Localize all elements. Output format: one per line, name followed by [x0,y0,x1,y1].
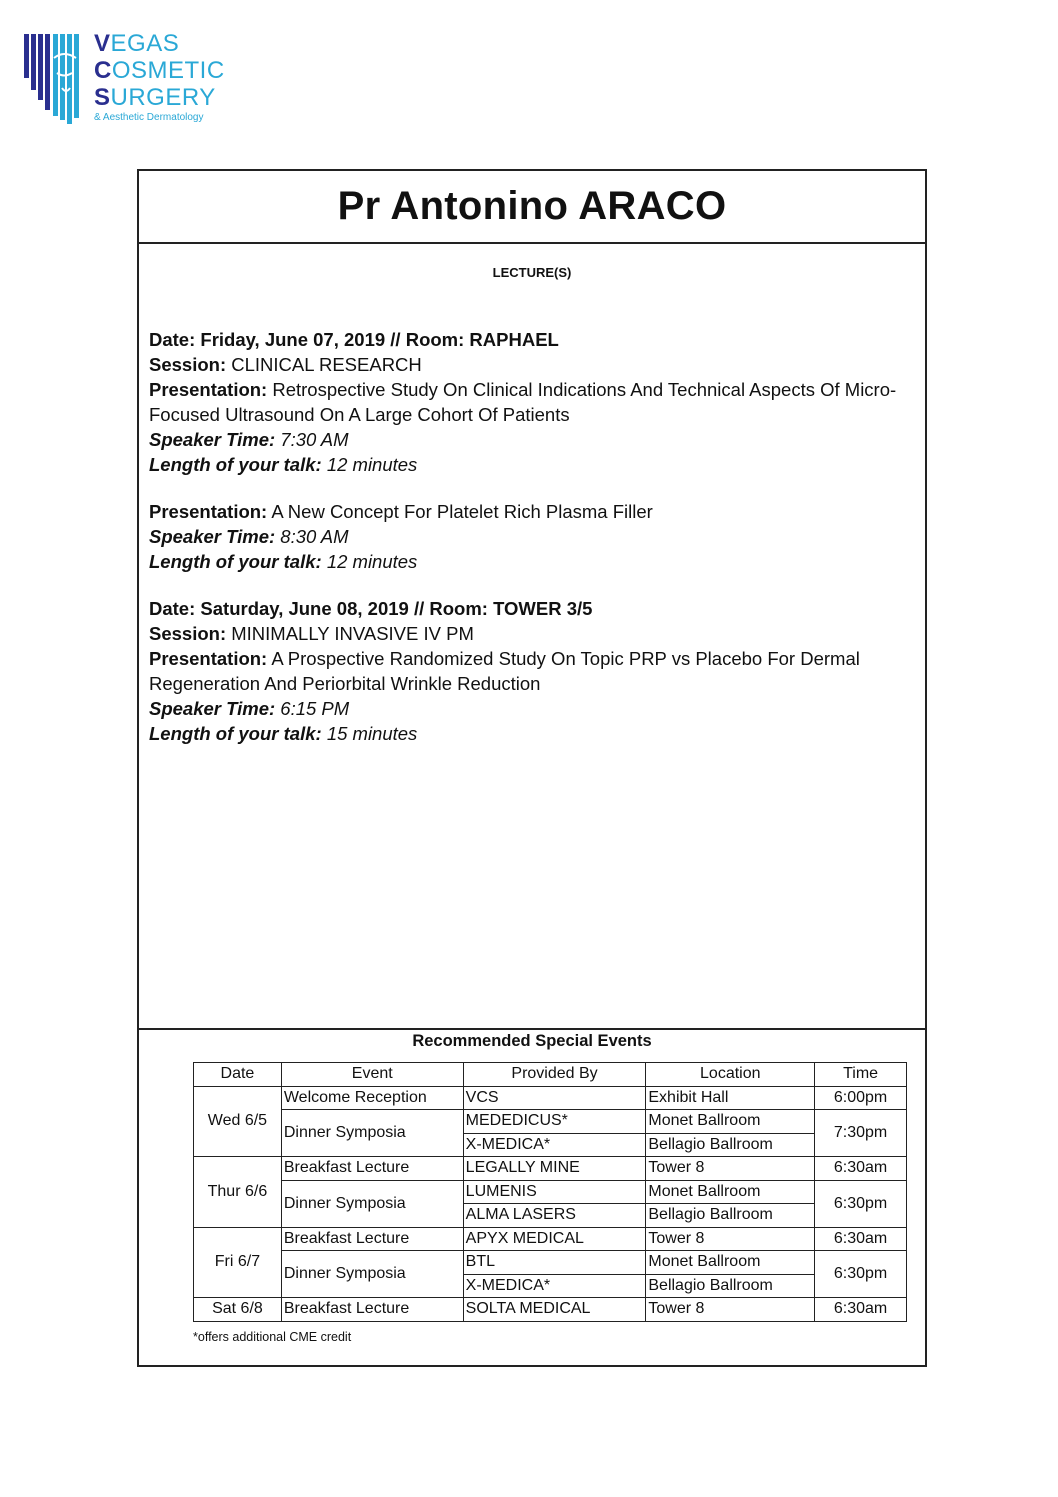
time-cell: 6:30pm [815,1180,907,1227]
presentation-title: Retrospective Study On Clinical Indications And Technical Aspects Of Micro-Focused Ultrasound On A Large Cohort Of Patients [149,379,897,425]
logo-initial-c: C [94,57,112,84]
event-cell: Welcome Reception [281,1086,463,1110]
clinic-logo [24,28,234,132]
speaker-time-label: Speaker Time: [149,526,276,547]
talk-length-label: Length of your talk: [149,454,322,475]
location-cell: Exhibit Hall [646,1086,815,1110]
talk-length-value: 15 minutes [326,723,418,744]
time-cell: 6:30am [815,1298,907,1322]
speaker-time-value: 7:30 AM [280,429,349,450]
session-line [149,621,919,646]
header-time: Time [815,1063,907,1087]
presentation-block [149,646,919,746]
location-cell: Bellagio Ballroom [646,1133,815,1157]
header-event: Event [281,1063,463,1087]
session-value: MINIMALLY INVASIVE IV PM [231,623,474,644]
presentation-block [149,499,919,574]
event-cell: Dinner Symposia [281,1251,463,1298]
provider-cell: VCS [463,1086,646,1110]
provider-cell: LEGALLY MINE [463,1157,646,1181]
table-row [194,1086,907,1110]
special-events-section [139,1028,925,1344]
date-cell: Wed 6/5 [194,1086,282,1157]
talk-length-label: Length of your talk: [149,551,322,572]
provider-cell: X-MEDICA* [463,1274,646,1298]
logo-initial-s: S [94,84,111,111]
table-row [194,1251,907,1275]
table-header-row [194,1063,907,1087]
location-cell: Monet Ballroom [646,1110,815,1134]
time-cell: 6:30pm [815,1251,907,1298]
presentation-block [149,377,919,477]
location-cell: Bellagio Ballroom [646,1274,815,1298]
talk-length-label: Length of your talk: [149,723,322,744]
face-mark-icon [24,28,94,128]
cme-footnote: *offers additional CME credit [193,1330,352,1344]
presentation-line [149,646,919,696]
speaker-time-label: Speaker Time: [149,429,276,450]
event-cell: Dinner Symposia [281,1180,463,1227]
provider-cell: MEDEDICUS* [463,1110,646,1134]
provider-cell: APYX MEDICAL [463,1227,646,1251]
speaker-sheet [137,169,927,1367]
session-label: Session: [149,354,227,375]
presentation-title: A Prospective Randomized Study On Topic PRP vs Placebo For Dermal Regeneration And Periorbital Wrinkle Reduction [149,648,860,694]
speaker-name: Pr Antonino ARACO [337,184,727,228]
speaker-time-line [149,696,919,721]
table-row [194,1298,907,1322]
date-line: Date: Friday, June 07, 2019 // Room: RAPHAEL [149,329,559,350]
session-value: CLINICAL RESEARCH [231,354,422,375]
presentation-label: Presentation: [149,501,268,522]
speaker-time-line [149,524,919,549]
lectures-list [149,327,919,768]
speaker-name-box [139,171,925,244]
speaker-time-value: 6:15 PM [280,698,350,719]
table-row [194,1110,907,1134]
location-cell: Bellagio Ballroom [646,1204,815,1228]
session-line [149,352,919,377]
logo-word-vegas: EGAS [110,30,180,57]
location-cell: Tower 8 [646,1157,815,1181]
provider-cell: BTL [463,1251,646,1275]
presentation-title: A New Concept For Platelet Rich Plasma Filler [271,501,653,522]
provider-cell: X-MEDICA* [463,1133,646,1157]
header-location: Location [646,1063,815,1087]
presentation-label: Presentation: [149,648,268,669]
table-row [194,1157,907,1181]
header-date: Date [194,1063,282,1087]
logo-initial-v: V [94,30,111,57]
location-cell: Monet Ballroom [646,1180,815,1204]
day-block [149,327,919,574]
provider-cell: SOLTA MEDICAL [463,1298,646,1322]
presentation-line [149,377,919,427]
lectures-heading: LECTURE(S) [492,265,572,280]
provider-cell: ALMA LASERS [463,1204,646,1228]
time-cell: 6:30am [815,1157,907,1181]
date-line: Date: Saturday, June 08, 2019 // Room: TOWER 3/5 [149,598,593,619]
talk-length-line [149,452,919,477]
date-cell: Sat 6/8 [194,1298,282,1322]
date-cell: Fri 6/7 [194,1227,282,1298]
special-events-table [193,1062,907,1322]
header-provided-by: Provided By [463,1063,646,1087]
talk-length-line [149,721,919,746]
talk-length-line [149,549,919,574]
table-row [194,1227,907,1251]
event-cell: Dinner Symposia [281,1110,463,1157]
presentation-line [149,499,919,524]
provider-cell: LUMENIS [463,1180,646,1204]
speaker-time-line [149,427,919,452]
event-cell: Breakfast Lecture [281,1227,463,1251]
speaker-time-value: 8:30 AM [280,526,349,547]
talk-length-value: 12 minutes [326,551,418,572]
talk-length-value: 12 minutes [326,454,418,475]
location-cell: Monet Ballroom [646,1251,815,1275]
logo-word-cosmetic: OSMETIC [111,57,225,84]
time-cell: 7:30pm [815,1110,907,1157]
location-cell: Tower 8 [646,1298,815,1322]
logo-subtitle: & Aesthetic Dermatology [94,112,204,123]
speaker-time-label: Speaker Time: [149,698,276,719]
event-cell: Breakfast Lecture [281,1298,463,1322]
time-cell: 6:30am [815,1227,907,1251]
day-block [149,596,919,746]
logo-word-surgery: URGERY [110,84,216,111]
table-row [194,1180,907,1204]
special-events-title: Recommended Special Events [412,1032,652,1050]
date-cell: Thur 6/6 [194,1157,282,1228]
event-cell: Breakfast Lecture [281,1157,463,1181]
presentation-label: Presentation: [149,379,268,400]
session-label: Session: [149,623,227,644]
time-cell: 6:00pm [815,1086,907,1110]
location-cell: Tower 8 [646,1227,815,1251]
